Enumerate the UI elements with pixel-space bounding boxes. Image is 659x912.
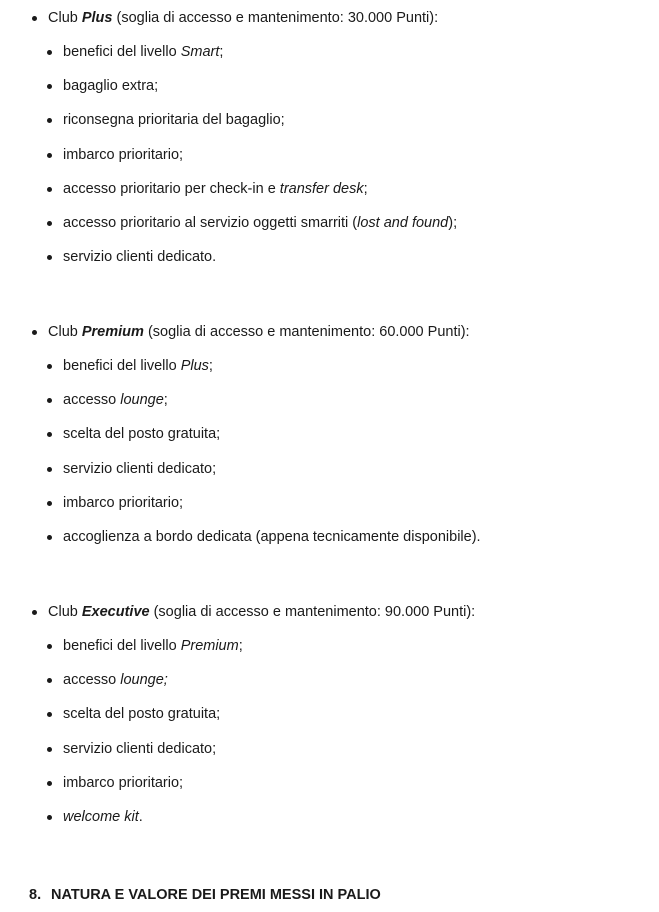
benefit-bullet	[47, 364, 52, 369]
benefit-bullet	[47, 467, 52, 472]
benefit-text: servizio clienti dedicato;	[63, 740, 217, 757]
benefit-emphasis: Smart	[180, 44, 220, 60]
tier-threshold: (soglia di accesso e mantenimento: 60.000 Punti):	[143, 324, 470, 340]
tier-prefix: Club	[48, 324, 82, 340]
benefit-item	[63, 214, 457, 232]
benefit-item	[63, 637, 243, 655]
tier-prefix: Club	[48, 604, 82, 620]
benefit-emphasis: Plus	[180, 358, 209, 374]
benefit-text: benefici del livello	[63, 44, 181, 60]
benefit-bullet	[47, 153, 52, 158]
benefit-text: riconsegna prioritaria del bagaglio;	[63, 112, 285, 129]
benefit-text: accesso prioritario per check-in e	[63, 180, 280, 197]
benefit-punct: );	[448, 215, 458, 231]
benefit-text: imbarco prioritario;	[63, 494, 184, 511]
section-heading	[29, 886, 381, 904]
benefit-emphasis: lounge	[120, 392, 164, 409]
benefit-text: benefici del livello	[63, 638, 181, 654]
tier-heading-plus	[48, 9, 438, 27]
benefit-item	[63, 248, 216, 266]
tier-threshold: (soglia di accesso e mantenimento: 30.000 Punti):	[112, 10, 439, 26]
benefit-item	[63, 425, 220, 443]
benefit-bullet	[47, 747, 52, 752]
tier-prefix: Club	[48, 10, 82, 26]
tier-heading-executive	[48, 603, 475, 621]
benefit-item	[63, 357, 213, 375]
benefit-bullet	[47, 50, 52, 55]
benefit-item	[63, 111, 285, 129]
tier-bullet	[32, 610, 37, 615]
benefit-bullet	[47, 118, 52, 123]
benefit-punct: ;	[208, 358, 213, 374]
benefit-emphasis: lounge;	[120, 672, 168, 689]
benefit-bullet	[47, 712, 52, 717]
benefit-bullet	[47, 432, 52, 437]
benefit-item	[63, 460, 216, 478]
benefit-item	[63, 494, 183, 512]
benefit-text: servizio clienti dedicato.	[63, 249, 217, 266]
tier-bullet	[32, 330, 37, 335]
benefit-text: accesso	[63, 672, 121, 689]
benefit-bullet	[47, 781, 52, 786]
benefit-item	[63, 146, 183, 164]
benefit-item	[63, 391, 168, 409]
benefit-punct: ;	[219, 44, 224, 60]
section-title: NATURA E VALORE DEI PREMI MESSI IN PALIO	[51, 887, 381, 903]
benefit-text: scelta del posto gratuita;	[63, 706, 221, 723]
section-number: 8.	[29, 887, 42, 903]
benefit-punct: ;	[163, 392, 168, 409]
benefit-text: imbarco prioritario;	[63, 774, 184, 791]
benefit-item	[63, 180, 368, 198]
benefit-item	[63, 774, 183, 792]
benefit-text: bagaglio extra;	[63, 78, 159, 95]
benefit-bullet	[47, 535, 52, 540]
benefit-bullet	[47, 815, 52, 820]
benefit-bullet	[47, 501, 52, 506]
benefit-text: scelta del posto gratuita;	[63, 426, 221, 443]
benefit-bullet	[47, 255, 52, 260]
benefit-item	[63, 705, 220, 723]
benefit-item	[63, 740, 216, 758]
tier-threshold: (soglia di accesso e mantenimento: 90.000 Punti):	[149, 604, 476, 620]
tier-name: Executive	[81, 604, 150, 620]
benefit-item	[63, 671, 168, 689]
benefit-text: imbarco prioritario;	[63, 146, 184, 163]
tier-bullet	[32, 16, 37, 21]
benefit-item	[63, 43, 223, 61]
benefit-item	[63, 528, 481, 546]
benefit-emphasis: Premium	[180, 638, 239, 654]
benefit-bullet	[47, 644, 52, 649]
benefit-item	[63, 77, 158, 95]
benefit-bullet	[47, 187, 52, 192]
benefit-punct: ;	[238, 638, 243, 654]
benefit-text: benefici del livello	[63, 358, 181, 374]
benefit-text: servizio clienti dedicato;	[63, 460, 217, 477]
benefit-text: accesso	[63, 392, 121, 409]
benefit-text: accoglienza a bordo dedicata (appena tecnicamente disponibile).	[63, 529, 481, 545]
tier-name: Plus	[81, 10, 113, 26]
benefit-emphasis: welcome kit	[63, 809, 139, 825]
benefit-item	[63, 808, 143, 826]
benefit-bullet	[47, 398, 52, 403]
benefit-emphasis: lost and found	[357, 215, 449, 231]
benefit-bullet	[47, 84, 52, 89]
tier-name: Premium	[81, 324, 144, 340]
benefit-bullet	[47, 678, 52, 683]
tier-heading-premium	[48, 323, 470, 341]
benefit-punct: ;	[363, 180, 368, 197]
benefit-punct: .	[138, 809, 143, 825]
benefit-text: accesso prioritario al servizio oggetti smarriti (	[63, 215, 358, 231]
benefit-bullet	[47, 221, 52, 226]
benefit-emphasis: transfer desk	[279, 180, 364, 197]
